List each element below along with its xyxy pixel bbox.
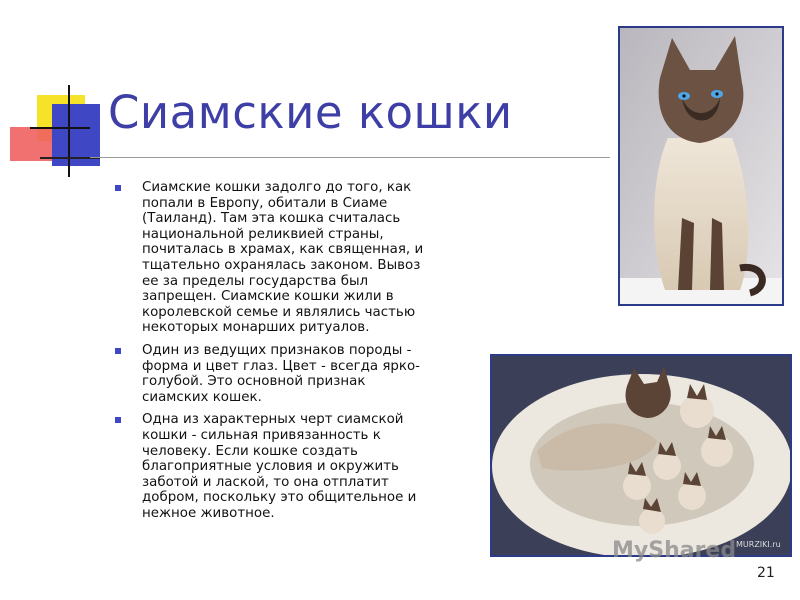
slide-title: Сиамские кошки xyxy=(108,86,513,139)
bullet-item: Сиамские кошки задолго до того, как попали в Европу, обитали в Сиаме (Таиланд). Там эта кошка считалась национальной реликвией страны, почиталась в храмах, как священная, и тщательно охранялась законом. Вывоз ее за пределы государства был запрещен. Сиамские кошки жили в королевской семье и являлись частью некоторых монарших ритуалов. xyxy=(115,180,435,336)
bullet-item: Один из ведущих признаков породы - форма и цвет глаз. Цвет - всегда ярко-голубой. Это основной признак сиамских кошек. xyxy=(115,343,435,405)
photo-watermark: MURZIKI.ru xyxy=(736,540,781,549)
kittens-illustration xyxy=(492,356,790,555)
myshared-watermark: MyShared xyxy=(612,538,737,563)
siamese-cat-illustration xyxy=(620,28,782,304)
decor-line-vertical xyxy=(68,85,70,177)
kittens-in-bed-photo xyxy=(490,354,792,557)
bullet-list xyxy=(115,180,435,528)
siamese-cat-photo xyxy=(618,26,784,306)
bullet-item: Одна из характерных черт сиамской кошки - сильная привязанность к человеку. Если кошке создать благоприятные условия и окружить заботой и лаской, то она отплатит добром, поскольку это общительное и нежное животное. xyxy=(115,412,435,521)
decor-line-horizontal xyxy=(30,127,90,129)
page-number: 21 xyxy=(757,565,775,581)
title-underline xyxy=(90,157,610,158)
